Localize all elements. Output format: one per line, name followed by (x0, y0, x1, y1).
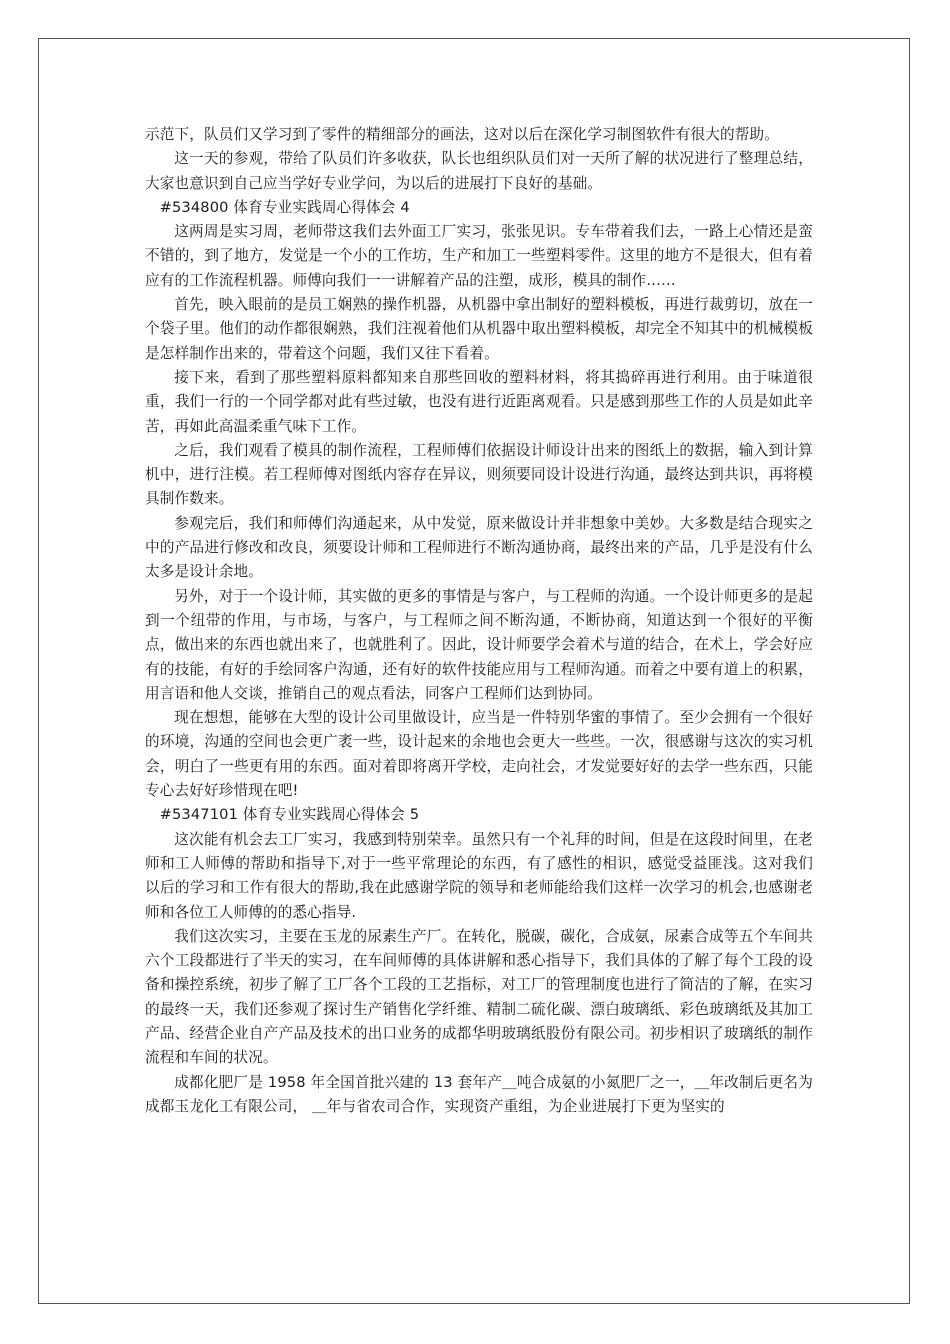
paragraph: 我们这次实习，主要在玉龙的尿素生产厂。在转化，脱碳，碳化，合成氨，尿素合成等五个车间共六个工段都进行了半天的实习，在车间师傅的具体讲解和悉心指导下，我们具体的了解了每个工段的设备和操控系统，初步了解了工厂各个工段的工艺指标，对工厂的管理制度也进行了简洁的了解，在实习的最终一天，我们还参观了探讨生产销售化学纤维、精制二硫化碳、漂白玻璃纸、彩色玻璃纸及其加工产品、经营企业自产产品及技术的出口业务的成都华明玻璃纸股份有限公司。初步相识了玻璃纸的制作流程和车间的状况。 (145, 927, 813, 1067)
section-heading: #5347101 体育专业实践周心得体会 5 (159, 806, 420, 824)
paragraph: 参观完后，我们和师傅们沟通起来，从中发觉，原来做设计并非想象中美妙。大多数是结合现实之中的产品进行修改和改良，须要设计师和工程师进行不断沟通协商，最终出来的产品，几乎是没有什么太多是设计余地。 (145, 514, 813, 581)
paragraph: 现在想想，能够在大型的设计公司里做设计，应当是一件特别华蜜的事情了。至少会拥有一个很好的环境，沟通的空间也会更广袤一些，设计起来的余地也会更大一些些。一次，很感谢与这次的实习机会，明白了一些更有用的东西。面对着即将离开学校，走向社会，才发觉要好好的去学一些东西，只能专心去好好珍惜现在吧! (145, 709, 813, 800)
paragraph: 这次能有机会去工厂实习，我感到特别荣幸。虽然只有一个礼拜的时间，但是在这段时间里，在老师和工人师傅的帮助和指导下,对于一些平常理论的东西，有了感性的相识，感觉受益匪浅。这对我们以后的学习和工作有很大的帮助,我在此感谢学院的领导和老师能给我们这样一次学习的机会,也感谢老师和各位工人师傅的的悉心指导. (145, 830, 813, 921)
section-heading: #534800 体育专业实践周心得体会 4 (159, 198, 410, 216)
paragraph-continued: 示范下，队员们又学习到了零件的精细部分的画法，这对以后在深化学习制图软件有很大的帮助。 (145, 126, 779, 143)
document-body (145, 123, 813, 1119)
paragraph: 这一天的参观，带给了队员们许多收获，队长也组织队员们对一天所了解的状况进行了整理总结，大家也意识到自己应当学好专业学问，为以后的进展打下良好的基础。 (145, 150, 813, 192)
paragraph: 另外，对于一个设计师，其实做的更多的事情是与客户，与工程师的沟通。一个设计师更多的是起到一个纽带的作用，与市场，与客户，与工程师之间不断沟通，不断协商，知道达到一个很好的平衡点，做出来的东西也就出来了，也就胜利了。因此，设计师要学会着术与道的结合，在术上，学会好应有的技能，有好的手绘同客户沟通，还有好的软件技能应用与工程师沟通。而着之中要有道上的积累，用言语和他人交谈，推销自己的观点看法，同客户工程师们达到协同。 (145, 587, 813, 702)
paragraph: 这两周是实习周，老师带这我们去外面工厂实习，张张见识。专车带着我们去，一路上心情还是蛮不错的，到了地方，发觉是一个小的工作坊，生产和加工一些塑料零件。这里的地方不是很大，但有着应有的工作流程机器。师傅向我们一一讲解着产品的注塑，成形，模具的制作…… (145, 223, 813, 289)
paragraph: 成都化肥厂是 1958 年全国首批兴建的 13 套年产＿吨合成氨的小氮肥厂之一，＿年改制后更名为成都玉龙化工有限公司， ＿年与省农司合作，实现资产重组，为企业进展打下更为坚实的 (145, 1073, 813, 1115)
paragraph: 之后，我们观看了模具的制作流程，工程师傅们依据设计师设计出来的图纸上的数据，输入到计算机中，进行注模。若工程师傅对图纸内容存在异议，则须要同设计设进行沟通，最终达到共识，再将模具制作数来。 (145, 441, 813, 508)
paragraph: 首先，映入眼前的是员工娴熟的操作机器，从机器中拿出制好的塑料模板，再进行裁剪切，放在一个袋子里。他们的动作都很娴熟，我们注视着他们从机器中取出塑料模板，却完全不知其中的机械模板是怎样制作出来的，带着这个问题，我们又往下看着。 (145, 296, 813, 362)
paragraph: 接下来，看到了那些塑料原料都知来自那些回收的塑料材料，将其捣碎再进行利用。由于味道很重，我们一行的一个同学都对此有些过敏，也没有进行近距离观看。只是感到那些工作的人员是如此辛苦，再如此高温柔重气味下工作。 (145, 368, 813, 435)
